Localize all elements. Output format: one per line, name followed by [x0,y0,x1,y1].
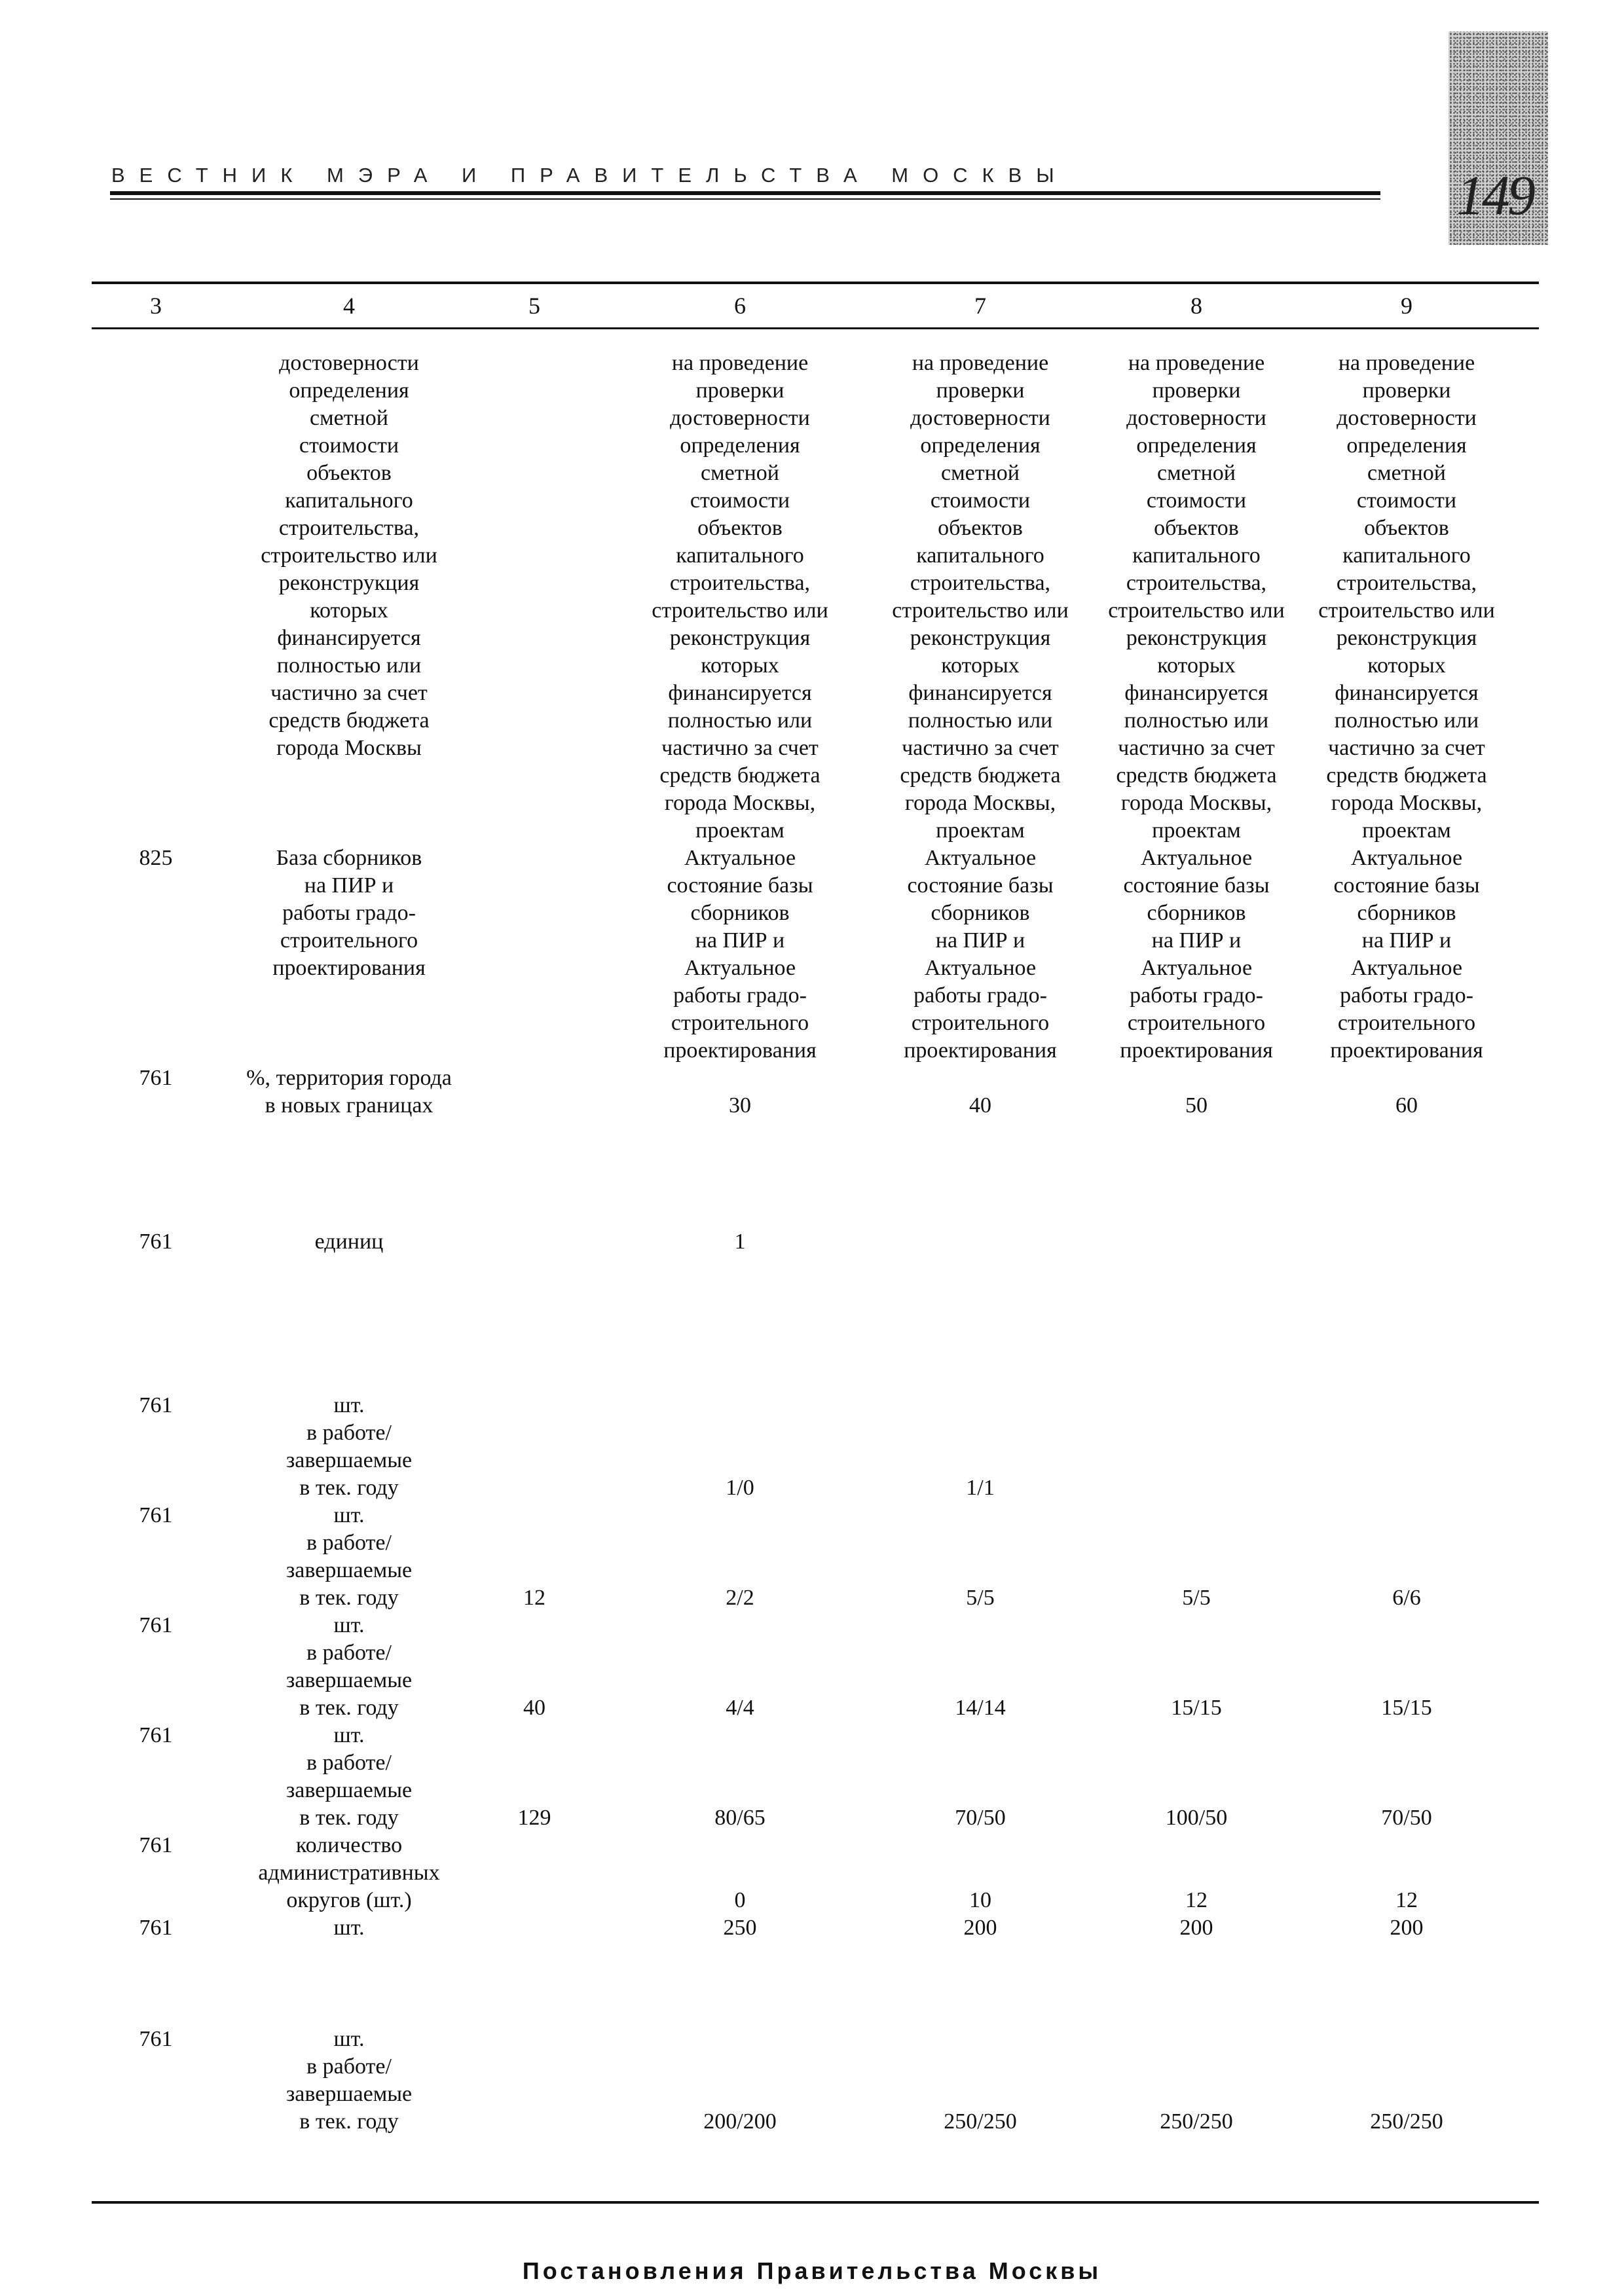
table-cell: 70/50 [955,1806,1006,1830]
table-cell: 10 [969,1888,991,1912]
table-cell: 761 [139,1230,173,1254]
table-cell: 761 [139,1066,173,1090]
page-number: 149 [1456,164,1533,227]
table-cell: шт. [333,1916,365,1940]
column-header-5: 5 [528,293,540,319]
table-cell: 200 [963,1916,997,1940]
table-cell: 2/2 [726,1586,754,1610]
table-cell: 15/15 [1381,1696,1432,1720]
table-cell: 5/5 [1182,1586,1211,1610]
table-cell: База сборников на ПИР и работы градо- строительного проектирования [272,846,426,980]
column-header-7: 7 [974,293,986,319]
table-cell: 12 [1395,1888,1418,1912]
table-cell: шт. в работе/ завершаемые в тек. году [286,2027,413,2134]
journal-header-title: ВЕСТНИК МЭРА И ПРАВИТЕЛЬСТВА МОСКВЫ [111,164,1069,187]
table-cell: 30 [729,1093,751,1118]
table-cell: 40 [523,1696,545,1720]
table-cell: 250/250 [1370,2109,1443,2134]
table-cell: 0 [734,1888,746,1912]
table-cell: шт. в работе/ завершаемые в тек. году [286,1503,413,1610]
table-cell: на проведение проверки достоверности определения сметной стоимости объектов капитального строительства, строительство или реконструкция которых финансируется полностью или частично за счет средств бюджета города Москвы, проектам Актуальное состояние базы сборников на ПИР и Актуальное работы градо- строительного проектирования [1108,351,1285,1063]
table-cell: на проведение проверки достоверности определения сметной стоимости объектов капитального строительства, строительство или реконструкция которых финансируется полностью или частично за счет средств бюджета города Москвы, проектам Актуальное состояние базы сборников на ПИР и Актуальное работы градо- строительного проектирования [892,351,1069,1063]
column-header-8: 8 [1190,293,1202,319]
header-rule-thin [110,198,1380,200]
table-cell: количество административных округов (шт.) [258,1833,440,1912]
table-cell: 1/0 [726,1476,754,1500]
table-cell: 12 [1185,1888,1208,1912]
table-cell: единиц [314,1230,384,1254]
table-cell: 761 [139,1613,173,1637]
footer-section-title: Постановления Правительства Москвы [522,2257,1102,2284]
table-cell: на проведение проверки достоверности определения сметной стоимости объектов капитального строительства, строительство или реконструкция которых финансируется полностью или частично за счет средств бюджета города Москвы, проектам Актуальное состояние базы сборников на ПИР и Актуальное работы градо- строительного проектирования [652,351,828,1063]
table-cell: 50 [1185,1093,1208,1118]
table-cell: 100/50 [1165,1806,1228,1830]
table-cell: 761 [139,1503,173,1527]
table-header-rule [92,327,1539,329]
column-header-6: 6 [734,293,746,319]
table-cell: 12 [523,1586,545,1610]
table-cell: шт. в работе/ завершаемые в тек. году [286,1393,413,1500]
table-cell: 761 [139,1723,173,1747]
table-cell: 200 [1390,1916,1424,1940]
table-cell: 40 [969,1093,991,1118]
table-cell: 1 [734,1230,746,1254]
table-cell: 70/50 [1381,1806,1432,1830]
table-cell: 250 [723,1916,757,1940]
table-cell: 5/5 [966,1586,995,1610]
column-header-4: 4 [343,293,355,319]
table-cell: 129 [517,1806,551,1830]
table-cell: 4/4 [726,1696,754,1720]
table-cell: 14/14 [955,1696,1006,1720]
column-header-9: 9 [1401,293,1412,319]
table-cell: 761 [139,1916,173,1940]
table-cell: 15/15 [1171,1696,1222,1720]
column-header-3: 3 [150,293,162,319]
table-cell: на проведение проверки достоверности определения сметной стоимости объектов капитального строительства, строительство или реконструкция которых финансируется полностью или частично за счет средств бюджета города Москвы, проектам Актуальное состояние базы сборников на ПИР и Актуальное работы градо- строительного проектирования [1318,351,1495,1063]
table-cell: достоверности определения сметной стоимости объектов капитального строительства, строительство или реконструкция которых финансируется полностью или частично за счет средств бюджета города Москвы [261,351,437,760]
table-cell: 761 [139,2027,173,2051]
table-bottom-rule [92,2201,1539,2204]
table-cell: шт. в работе/ завершаемые в тек. году [286,1613,413,1720]
table-cell: шт. в работе/ завершаемые в тек. году [286,1723,413,1830]
table-cell: 80/65 [714,1806,766,1830]
table-cell: 1/1 [966,1476,995,1500]
table-cell: 825 [139,846,173,870]
header-rule-thick [110,191,1380,195]
table-cell: 250/250 [1160,2109,1233,2134]
table-cell: %, территория города в новых границах [246,1066,452,1118]
table-cell: 60 [1395,1093,1418,1118]
table-top-rule [92,282,1539,284]
table-cell: 200/200 [703,2109,777,2134]
table-cell: 761 [139,1833,173,1857]
table-cell: 200 [1179,1916,1213,1940]
table-cell: 6/6 [1392,1586,1421,1610]
table-cell: 761 [139,1393,173,1417]
table-cell: 250/250 [944,2109,1017,2134]
